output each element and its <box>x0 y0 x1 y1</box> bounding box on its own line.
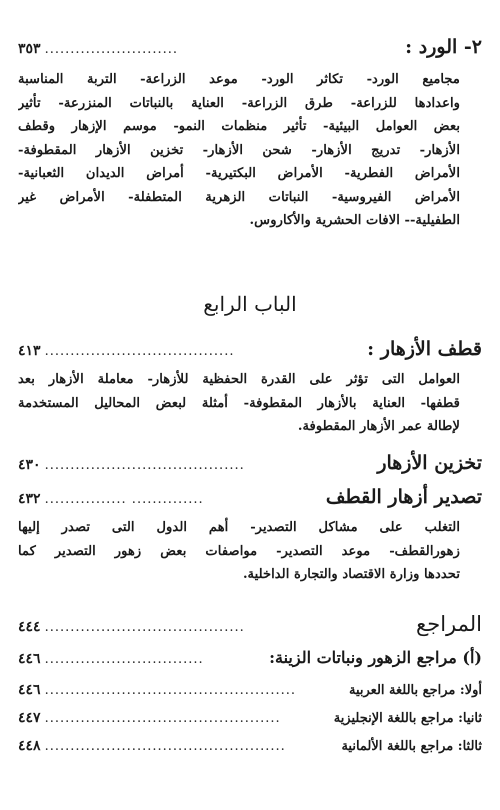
page-number: ٤٣٢ <box>18 491 41 507</box>
description-line: مجاميع الورد- تكاثر الورد- موعد الزراعة- التربة المناسبة <box>18 72 460 87</box>
description-line: قطفها- العناية بالأزهار المقطوفة- أمثلة لبعض المحاليل المستخدمة <box>18 395 460 411</box>
leader-dots: .............................................. <box>44 712 281 725</box>
description-line: الأزهار- تدريج الأزهار- شحن الأزهار- تخزين الأزهار المقطوفة- <box>18 142 460 158</box>
toc-entry-export[interactable] <box>18 486 482 508</box>
toc-page <box>18 0 482 810</box>
leader-dots: .......................... <box>44 43 179 56</box>
toc-entry-title: تصدير أزهار القطف <box>325 486 482 508</box>
chapter-heading: الباب الرابع <box>203 292 297 316</box>
description-line: تحددها وزارة الاقتصاد والتجارة الداخلية. <box>242 567 460 582</box>
toc-entry-references[interactable] <box>18 612 482 636</box>
leader-dots: ............................... <box>44 653 204 666</box>
description-line: الأمراض الفطرية- الأمراض البكتيرية- أمراض الديدان الثعبانية- <box>18 166 460 181</box>
toc-entry-title: ثالثا: مراجع باللغة الألمانية <box>341 739 482 754</box>
description-line: العوامل التى تؤثر على القدرة الحفظية للأزهار- معاملة الأزهار بعد <box>18 372 460 387</box>
toc-entry-ref-german[interactable] <box>18 738 482 754</box>
toc-entry-rose[interactable] <box>18 36 482 58</box>
description-line: لإطالة عمر الأزهار المقطوفة. <box>297 419 460 434</box>
toc-entry-cut-flowers[interactable] <box>18 338 482 360</box>
leader-dots: ....................................... <box>44 459 245 472</box>
toc-entry-title: (أ) مراجع الزهور ونباتات الزينة: <box>269 648 482 667</box>
toc-entry-title: ٢- الورد : <box>405 36 482 58</box>
leader-dots: ............................................... <box>44 740 286 753</box>
toc-entry-ref-english[interactable] <box>18 710 482 726</box>
toc-entry-title: أولا: مراجع باللغة العربية <box>349 683 482 698</box>
page-number: ٤٤٨ <box>18 738 41 754</box>
leader-dots: ................ .............. <box>44 493 204 506</box>
page-number: ٤٤٤ <box>18 619 41 635</box>
page-number: ٤١٣ <box>18 343 41 359</box>
toc-entry-storage[interactable] <box>18 452 482 474</box>
description-line: الأمراض الفيروسية- النباتات الزهرية المتطفلة- الأمراض غير <box>18 189 460 205</box>
toc-entry-description <box>18 68 460 233</box>
description-line: بعض العوامل البيئية- تأثير منظمات النمو- موسم الإزهار وقطف <box>18 119 460 134</box>
leader-dots: ....................................... <box>44 621 245 634</box>
description-line: زهورالقطف- موعد التصدير- مواصفات بعض زهور التصدير كما <box>18 543 460 559</box>
toc-entry-title: ثانيا: مراجع باللغة الإنجليزية <box>333 711 482 726</box>
page-number: ٣٥٣ <box>18 41 41 57</box>
toc-entry-references-ornamental[interactable] <box>18 648 482 667</box>
leader-dots: ................................................. <box>44 684 297 697</box>
leader-dots: ..................................... <box>44 345 235 358</box>
description-line: التغلب على مشاكل التصدير- أهم الدول التى تصدر إليها <box>18 520 460 535</box>
page-number: ٤٣٠ <box>18 457 41 473</box>
toc-entry-ref-arabic[interactable] <box>18 682 482 698</box>
description-line: واعدادها للزراعة- طرق الزراعة- العناية بالنباتات المنزرعة- تأثير <box>18 95 460 111</box>
toc-entry-title: قطف الأزهار : <box>367 338 482 360</box>
description-line: الطفيلية-- الافات الحشرية والأكاروس. <box>249 213 460 228</box>
page-number: ٤٤٦ <box>18 651 41 667</box>
page-number: ٤٤٧ <box>18 710 41 726</box>
page-number: ٤٤٦ <box>18 682 41 698</box>
toc-entry-title: المراجع <box>416 612 482 636</box>
toc-entry-title: تخزين الأزهار <box>377 452 482 474</box>
toc-entry-description <box>18 368 460 439</box>
toc-entry-description <box>18 516 460 587</box>
